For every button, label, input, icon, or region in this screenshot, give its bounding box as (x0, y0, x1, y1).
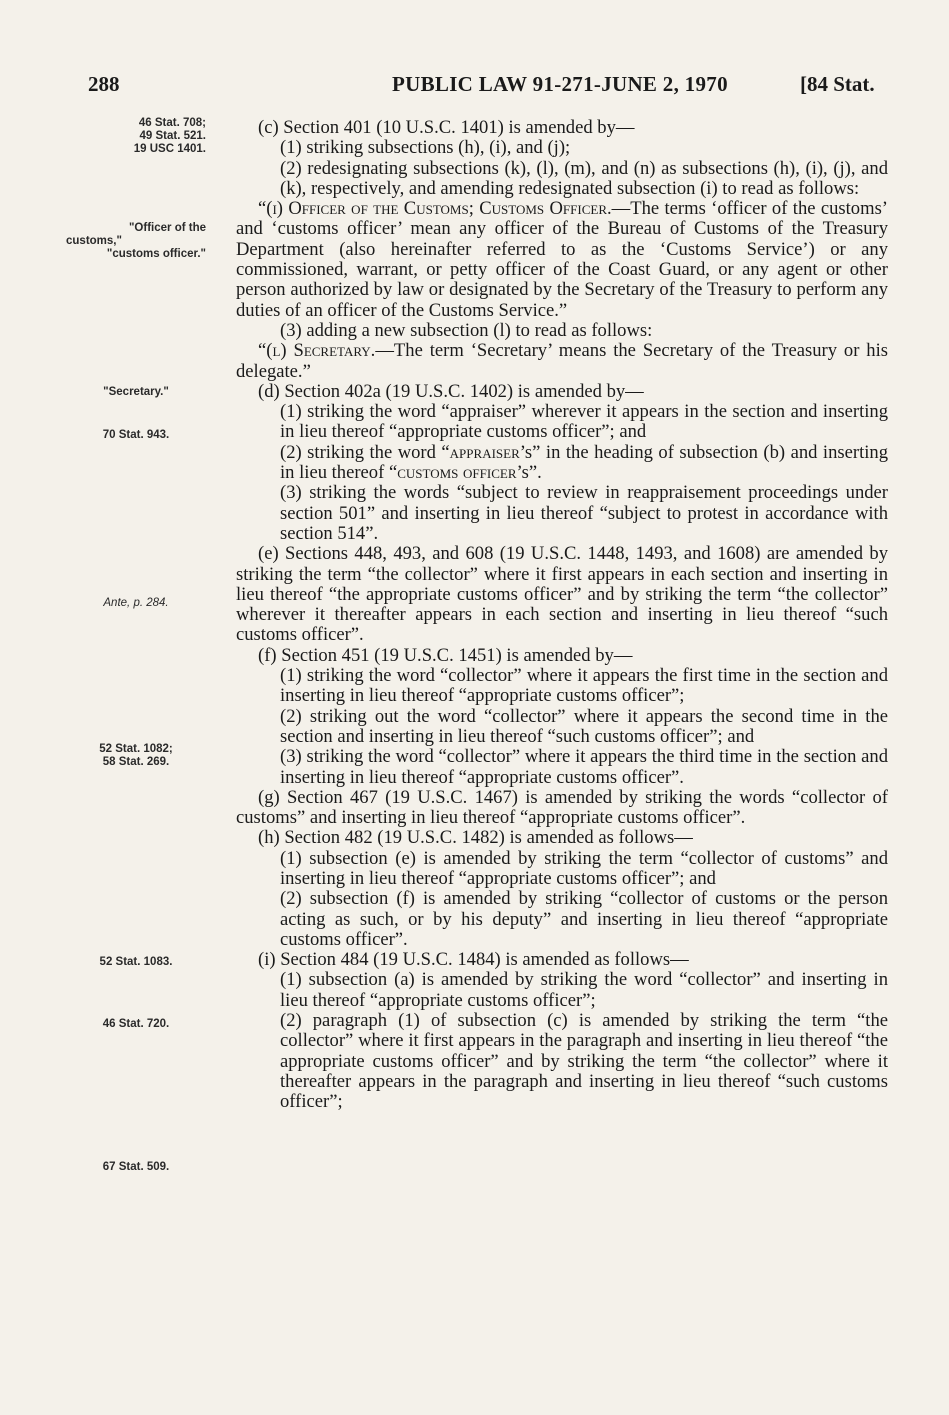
paragraph-c2: (2) redesignating subsections (k), (l), (m), and (n) as subsections (h), (i), (j), and (k), respectively, and amending redesignated subsection (i) to read as follows: (280, 157, 888, 199)
definition-officer: “(i) Officer of the Customs; Customs Officer.—The terms ‘officer of the customs’ and ‘customs officer’ mean any officer of the Bureau of Customs of the Treasury Department (also hereinafter referred to as the ‘Customs Service’) or any commissioned, warrant, or petty officer of the Coast Guard, or any agent or other person authorized by law or designated by the Secretary of the Treasury to perform any duties of an officer of the Customs Service.” (236, 198, 888, 321)
running-title: PUBLIC LAW 91-271-JUNE 2, 1970 (392, 72, 728, 96)
page-number: 288 (88, 72, 120, 96)
margin-note-ante: Ante, p. 284. (103, 597, 169, 609)
margin-note-citation: 52 Stat. 1083. (99, 956, 173, 968)
statute-body (236, 118, 888, 1113)
paragraph-d3: (3) striking the words “subject to review in reappraisement proceedings under section 501” and inserting in lieu thereof “subject to protest in accordance with section 514”. (280, 482, 888, 544)
paragraph-c1: (1) striking subsections (h), (i), and (j); (280, 137, 571, 159)
paragraph-f1: (1) striking the word “collector” where it appears the first time in the section and inserting in lieu thereof “appropriate customs officer”; (280, 665, 888, 707)
margin-note-citation: 46 Stat. 708; 49 Stat. 521. 19 USC 1401. (133, 117, 206, 155)
paragraph-d1: (1) striking the word “appraiser” wherever it appears in the section and inserting in lieu thereof “appropriate customs officer”; and (280, 401, 888, 443)
margin-note-citation: 46 Stat. 720. (102, 1018, 170, 1030)
paragraph-d2: (2) striking the word “appraiser’s” in the heading of subsection (b) and inserting in lieu thereof “customs officer’s”. (280, 441, 888, 484)
margin-note-secretary: "Secretary." (103, 386, 169, 398)
subsection-g: (g) Section 467 (19 U.S.C. 1467) is amended by striking the words “collector of customs” and inserting in lieu thereof “appropriate customs officer”. (236, 786, 888, 829)
margin-note-definition: "Officer of the customs," "customs officer." (66, 222, 206, 260)
margin-note-citation: 52 Stat. 1082; 58 Stat. 269. (99, 743, 173, 768)
paragraph-h2: (2) subsection (f) is amended by striking “collector of customs or the person acting as such, or by his deputy” and inserting in lieu thereof “appropriate customs officer”. (280, 888, 888, 950)
margin-note-citation: 70 Stat. 943. (102, 429, 170, 441)
definition-secretary: “(l) Secretary.—The term ‘Secretary’ means the Secretary of the Treasury or his delegate.” (236, 340, 888, 382)
subsection-f-intro: (f) Section 451 (19 U.S.C. 1451) is amended by— (258, 644, 633, 666)
paragraph-c3: (3) adding a new subsection (l) to read as follows: (280, 319, 653, 341)
volume-reference: [84 Stat. (800, 72, 875, 96)
margin-note-citation: 67 Stat. 509. (102, 1161, 170, 1173)
subsection-d-intro: (d) Section 402a (19 U.S.C. 1402) is amended by— (258, 380, 644, 402)
paragraph-f3: (3) striking the word “collector” where it appears the third time in the section and inserting in lieu thereof “appropriate customs officer”. (280, 746, 888, 788)
subsection-i-intro: (i) Section 484 (19 U.S.C. 1484) is amended as follows— (258, 949, 689, 971)
paragraph-i2: (2) paragraph (1) of subsection (c) is amended by striking the term “the collector” where it first appears in the paragraph and inserting in lieu thereof “the appropriate customs officer” and by striking the term “the collector” where it thereafter appears in the paragraph and inserting in lieu thereof “such customs officer”; (280, 1010, 888, 1113)
subsection-e: (e) Sections 448, 493, and 608 (19 U.S.C. 1448, 1493, and 1608) are amended by striking the term “the collector” where it first appears in each section and inserting in lieu thereof “the appropriate customs officer” and by striking the term “the collector” wherever it thereafter appears in each section and inserting in lieu thereof “such customs officer”. (236, 543, 888, 646)
paragraph-i1: (1) subsection (a) is amended by striking the word “collector” and inserting in lieu thereof “appropriate customs officer”; (280, 969, 888, 1011)
subsection-h-intro: (h) Section 482 (19 U.S.C. 1482) is amended as follows— (258, 827, 693, 849)
paragraph-h1: (1) subsection (e) is amended by striking the term “collector of customs” and inserting in lieu thereof “appropriate customs officer”; and (280, 847, 888, 889)
paragraph-f2: (2) striking out the word “collector” where it appears the second time in the section and inserting in lieu thereof “such customs officer”; and (280, 705, 888, 747)
subsection-c-intro: (c) Section 401 (10 U.S.C. 1401) is amended by— (258, 117, 635, 138)
